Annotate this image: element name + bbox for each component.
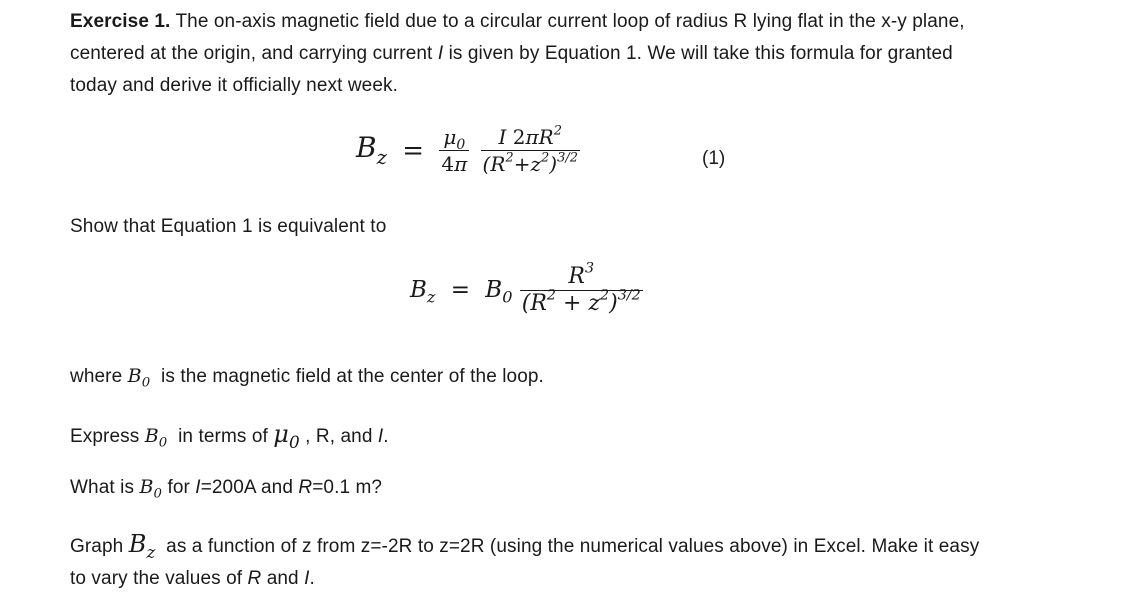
- intro-text-2b: is given by Equation 1. We will take this formula for granted: [443, 43, 953, 64]
- express-symbol: [144, 425, 168, 451]
- intro-line-1: [70, 6, 965, 38]
- eq1-frac-mu: [439, 124, 469, 177]
- whatis-middle2: =200A and: [200, 477, 299, 498]
- graph-prefix: Graph: [70, 536, 129, 557]
- intro-text-3: today and derive it officially next week.: [70, 75, 398, 96]
- express-end: .: [383, 426, 389, 447]
- eq1-mu: μ: [443, 125, 457, 149]
- graph-B-sub: z: [146, 541, 156, 562]
- intro-line-3: [70, 70, 965, 102]
- equation-2: [410, 260, 643, 317]
- show-text: Show that Equation 1 is equivalent to: [70, 216, 387, 237]
- eq2-B0: [485, 276, 513, 307]
- graph-line-2: [70, 563, 979, 595]
- graph-line2-b: and: [261, 568, 305, 589]
- express-B: B: [144, 425, 159, 447]
- eq1-frac-mu-num: [439, 124, 469, 151]
- eq1-frac-main-den: [481, 151, 580, 177]
- current-symbol: I: [437, 43, 444, 64]
- eq1-frac-mu-den: 4π: [441, 152, 468, 176]
- eq1-den-exp1: 2: [505, 150, 514, 166]
- whatis-R: R: [298, 477, 313, 498]
- express-I: I: [377, 426, 384, 447]
- eq2-den-exp2: 2: [600, 287, 610, 304]
- eq1-num-exp: 2: [553, 123, 562, 139]
- eq1-lhs: [356, 130, 387, 169]
- graph-R: R: [247, 568, 262, 589]
- eq2-lhs-B: B: [410, 276, 427, 303]
- show-line: [70, 211, 386, 243]
- where-suffix: is the magnetic field at the center of the loop.: [150, 366, 544, 387]
- express-B-sub: 0: [158, 435, 168, 451]
- eq1-num-I: I: [498, 125, 507, 149]
- eq2-den-plus: + z: [556, 291, 601, 316]
- graph-symbol: [128, 530, 156, 562]
- express-mu-sym: μ: [273, 420, 289, 448]
- eq1-lhs-B: B: [356, 130, 377, 164]
- eq2-B-sub: 0: [502, 287, 513, 307]
- graph-I: I: [304, 568, 310, 589]
- intro-text-2a: centered at the origin, and carrying current: [70, 43, 438, 64]
- where-B: B: [127, 365, 142, 387]
- eq2-den-exp1: 2: [546, 287, 557, 304]
- intro-line-2: [70, 38, 965, 70]
- eq1-lhs-sub: z: [376, 145, 387, 169]
- whatis-B-sub: 0: [153, 486, 163, 502]
- whatis-middle: for: [162, 477, 196, 498]
- whatis-symbol: [139, 476, 163, 502]
- eq2-den-close: ): [609, 291, 618, 316]
- intro-text-1: The on-axis magnetic field due to a circular current loop of radius R lying flat in the x-y plane,: [170, 11, 965, 32]
- eq2-B: B: [485, 276, 503, 303]
- eq1-den-close: ): [549, 152, 558, 176]
- exercise-label: Exercise 1.: [70, 11, 171, 32]
- eq1-den-exp3: 3/2: [557, 150, 578, 166]
- eq2-num-R: R: [568, 264, 585, 289]
- eq2-frac: [520, 260, 643, 317]
- where-prefix: where: [70, 366, 128, 387]
- equation-number: (1): [702, 148, 726, 169]
- whatis-prefix: What is: [70, 477, 140, 498]
- express-suffix-a: , R, and: [299, 426, 378, 447]
- graph-B: B: [128, 530, 147, 558]
- where-B-sub: 0: [141, 375, 151, 391]
- eq2-equals: =: [450, 276, 470, 303]
- whatis-line: [70, 471, 382, 504]
- graph-line-1: [70, 528, 979, 563]
- where-line: [70, 360, 544, 393]
- graph-line2-a: to vary the values of: [70, 568, 248, 589]
- eq2-den-open: (R: [521, 291, 547, 316]
- express-prefix: Express: [70, 426, 145, 447]
- eq2-num-exp: 3: [585, 260, 595, 277]
- eq2-lhs-sub: z: [426, 287, 436, 307]
- eq2-lhs: [410, 276, 436, 307]
- equation-1: [356, 124, 580, 177]
- express-mu-sub: 0: [288, 431, 300, 452]
- whatis-I: I: [195, 477, 201, 498]
- express-line: [70, 418, 389, 453]
- express-mu: [273, 420, 300, 452]
- whatis-suffix: =0.1 m?: [312, 477, 383, 498]
- graph-line1-rest: as a function of z from z=-2R to z=2R (using the numerical values above) in Excel. Make it easy: [155, 536, 980, 557]
- eq2-den-exp3: 3/2: [617, 287, 641, 304]
- express-middle: in terms of: [167, 426, 274, 447]
- eq1-den-open: (R: [482, 152, 506, 176]
- eq1-den-exp2: 2: [540, 150, 550, 166]
- where-symbol: [127, 365, 151, 391]
- intro-paragraph: [70, 6, 965, 102]
- eq1-equals: =: [402, 135, 425, 166]
- eq1-frac-main: [481, 124, 580, 177]
- eq1-mu-sub: 0: [456, 136, 466, 153]
- eq2-den: [520, 287, 643, 317]
- graph-line2-end: .: [309, 568, 315, 589]
- eq1-den-plus: +z: [513, 152, 541, 176]
- graph-paragraph: [70, 528, 979, 595]
- eq1-frac-main-num: I $2\pi R^2$: [481, 124, 580, 151]
- whatis-B: B: [139, 476, 154, 498]
